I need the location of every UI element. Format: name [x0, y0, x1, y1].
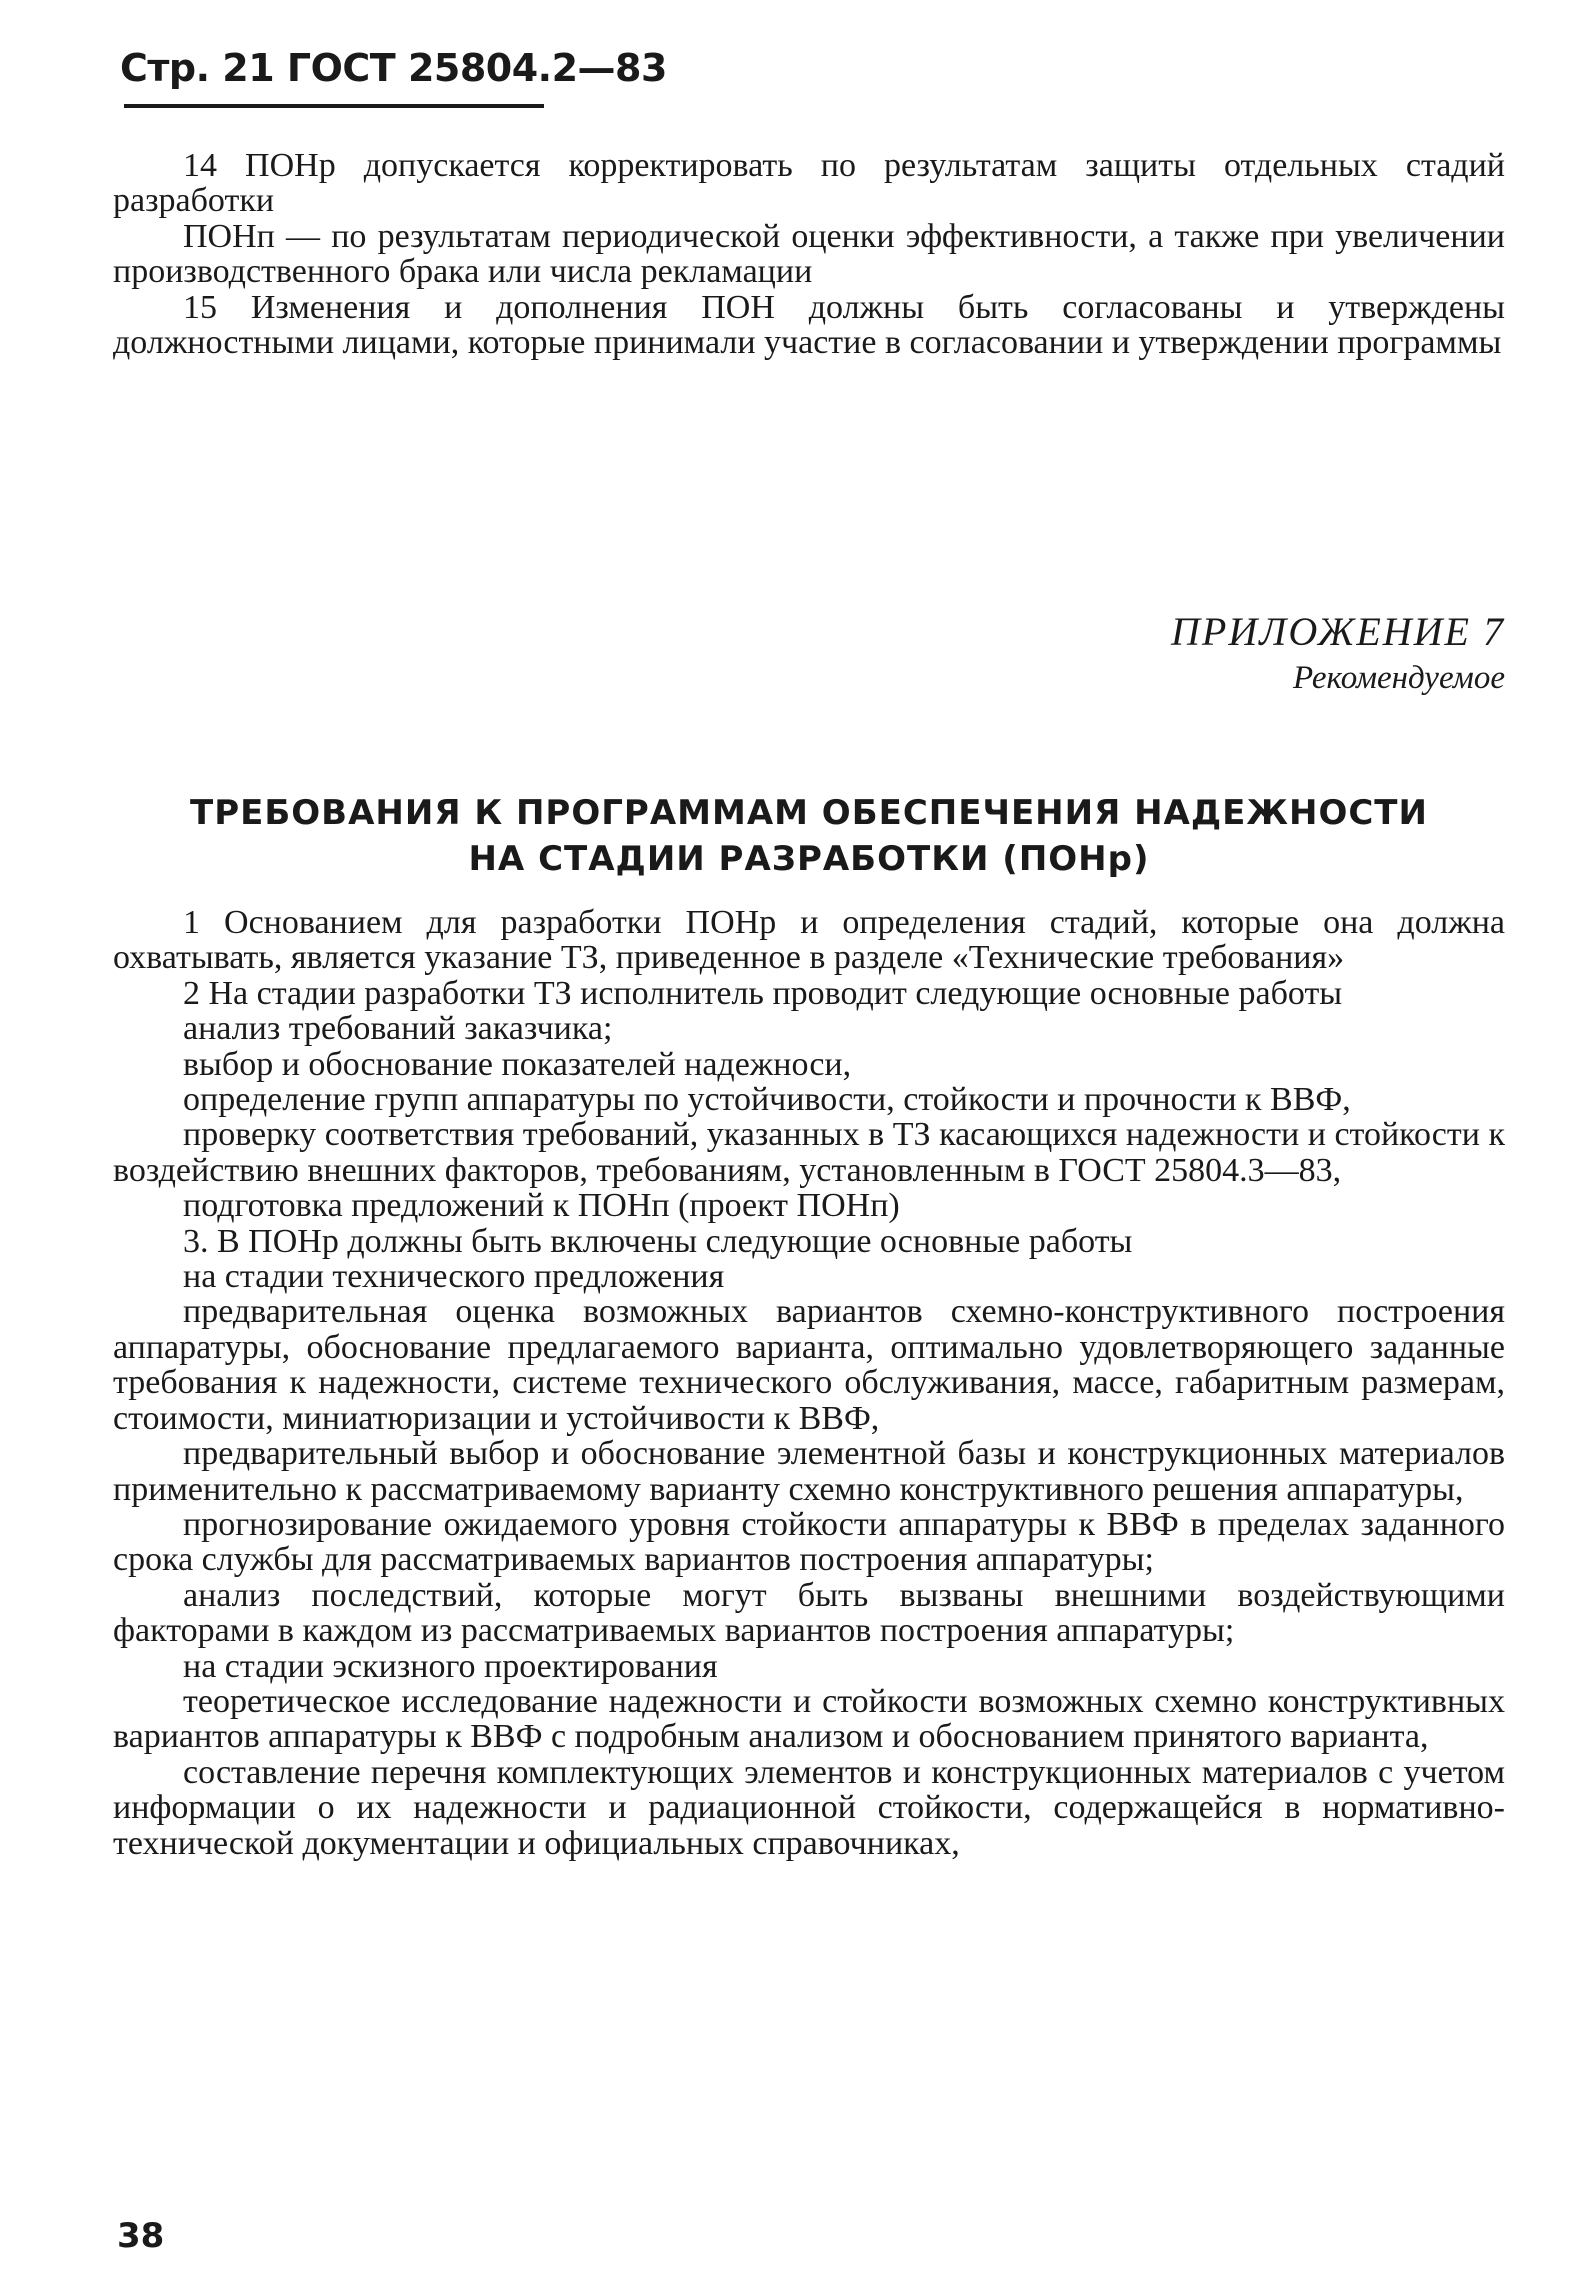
- list-item: теоретическое исследование надежности и стойкости возможных схемно конструктивных вариантов аппаратуры к ВВФ с подробным анализом и обоснованием принятого варианта,: [113, 1682, 1505, 1756]
- subheading: на стадии эскизного проектирования: [183, 1647, 718, 1685]
- list-item: прогнозирование ожидаемого уровня стойкости аппаратуры к ВВФ в пределах заданного срока службы для рассматриваемых вариантов построения аппаратуры;: [113, 1505, 1505, 1579]
- page-number: 38: [117, 2216, 165, 2256]
- top-text-block: [113, 148, 1505, 360]
- body-text-block: [113, 905, 1505, 1861]
- paragraph: 15 Изменения и дополнения ПОН должны быть согласованы и утверждены должностными лицами, которые принимали участие в согласовании и утверждении программы: [113, 288, 1505, 362]
- paragraph: 3. В ПОНр должны быть включены следующие основные работы: [183, 1222, 1133, 1260]
- list-item: подготовка предложений к ПОНп (проект ПОНп): [183, 1187, 900, 1225]
- section-title-line: НА СТАДИИ РАЗРАБОТКИ (ПОНр): [468, 839, 1150, 879]
- list-item: определение групп аппаратуры по устойчивости, стойкости и прочности к ВВФ,: [183, 1081, 1351, 1119]
- subheading: на стадии технического предложения: [183, 1258, 725, 1296]
- appendix-status: Рекомендуемое: [1292, 660, 1505, 696]
- list-item: анализ последствий, которые могут быть вызваны внешними воздействующими факторами в каждом из рассматриваемых вариантов построения аппаратуры;: [113, 1576, 1505, 1650]
- paragraph: 2 На стадии разработки ТЗ исполнитель проводит следующие основные работы: [183, 974, 1343, 1012]
- list-item: выбор и обоснование показателей надежноси,: [183, 1045, 852, 1083]
- list-item: анализ требований заказчика;: [183, 1010, 613, 1048]
- list-item: предварительная оценка возможных вариантов схемно-конструктивного построения аппаратуры, обоснование предлагаемого варианта, оптимально удовлетворяющего заданные требования к надежности, системе технического обслуживания, массе, габаритным размерам, стоимости, миниатюризации и устойчивости к ВВФ,: [113, 1293, 1505, 1437]
- list-item: предварительный выбор и обоснование элементной базы и конструкционных материалов применительно к рассматриваемому варианту схемно конструктивного решения аппаратуры,: [113, 1435, 1505, 1508]
- paragraph: 1 Основанием для разработки ПОНр и определения стадий, которые она должна охватывать, является указание ТЗ, приведенное в разделе «Технические требования»: [113, 904, 1505, 977]
- list-item: проверку соответствия требований, указанных в ТЗ касающихся надежности и стойкости к воздействию внешних факторов, требованиям, установленным в ГОСТ 25804.3—83,: [113, 1116, 1505, 1189]
- section-title: [113, 790, 1505, 882]
- list-item: составление перечня комплектующих элементов и конструкционных материалов с учетом информации о их надежности и радиационной стойкости, содержащейся в нормативно-технической документации и официальных справочниках,: [113, 1753, 1505, 1862]
- header-underline: [124, 104, 544, 108]
- appendix-title: ПРИЛОЖЕНИЕ 7: [1171, 609, 1505, 654]
- paragraph: ПОНп — по результатам периодической оценки эффективности, а также при увеличении производственного брака или числа рекламации: [113, 217, 1505, 291]
- paragraph: 14 ПОНр допускается корректировать по результатам защиты отдельных стадий разработки: [113, 147, 1505, 220]
- running-head: Стр. 21 ГОСТ 25804.2—83: [120, 46, 667, 90]
- section-title-line: ТРЕБОВАНИЯ К ПРОГРАММАМ ОБЕСПЕЧЕНИЯ НАДЕЖНОСТИ: [190, 793, 1428, 833]
